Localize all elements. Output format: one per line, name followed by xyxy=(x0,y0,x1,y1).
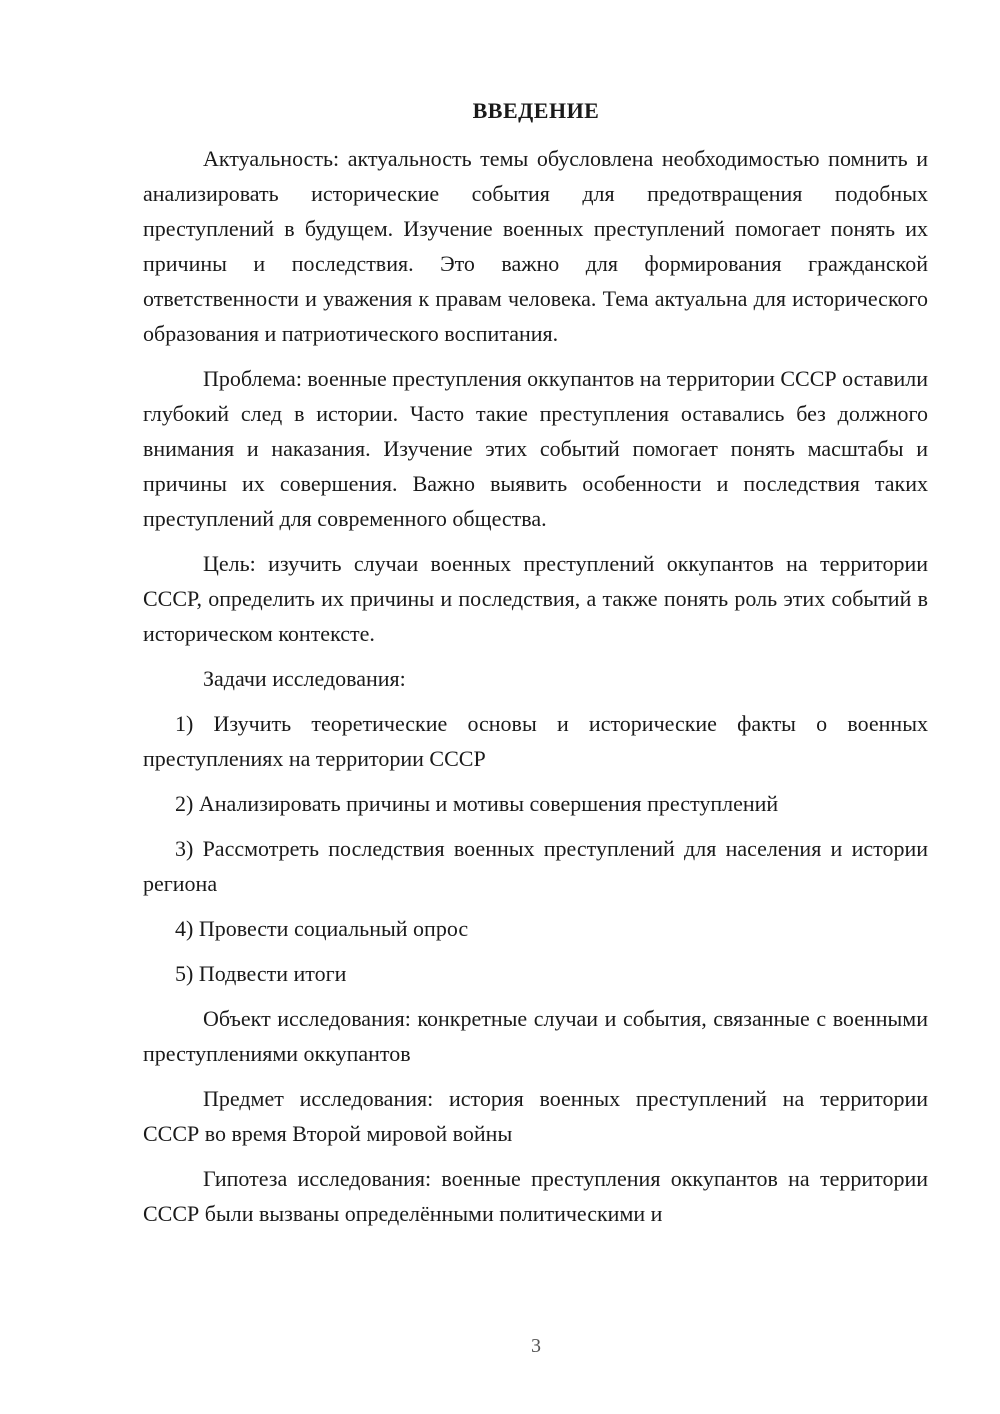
paragraph-hypothesis: Гипотеза исследования: военные преступления оккупантов на территории СССР были вызваны определёнными политическими и xyxy=(143,1166,928,1226)
task-item-1: 1) Изучить теоретические основы и исторические факты о военных преступлениях на территории СССР xyxy=(143,711,928,771)
page-number: 3 xyxy=(531,1335,541,1357)
task-item-2: 2) Анализировать причины и мотивы совершения преступлений xyxy=(175,791,779,816)
task-item-4: 4) Провести социальный опрос xyxy=(175,916,469,941)
task-item-5: 5) Подвести итоги xyxy=(175,961,347,986)
paragraph-tasks-heading: Задачи исследования: xyxy=(203,666,406,691)
document-body xyxy=(143,141,928,1241)
page-title: ВВЕДЕНИЕ xyxy=(472,98,600,123)
paragraph-object: Объект исследования: конкретные случаи и события, связанные с военными преступлениями оккупантов xyxy=(143,1006,928,1066)
paragraph-problem: Проблема: военные преступления оккупантов на территории СССР оставили глубокий след в истории. Часто такие преступления оставались без должного внимания и наказания. Изучение этих событий помогает понять масштабы и причины их совершения. Важно выявить особенности и последствия таких преступлений для современного общества. xyxy=(143,366,928,531)
paragraph-goal: Цель: изучить случаи военных преступлений оккупантов на территории СССР, определить их причины и последствия, а также понять роль этих событий в историческом контексте. xyxy=(143,551,928,646)
paragraph-subject: Предмет исследования: история военных преступлений на территории СССР во время Второй мировой войны xyxy=(143,1086,928,1146)
paragraph-relevance: Актуальность: актуальность темы обусловлена необходимостью помнить и анализировать исторические события для предотвращения подобных преступлений в будущем. Изучение военных преступлений помогает понять их причины и последствия. Это важно для формирования гражданской ответственности и уважения к правам человека. Тема актуальна для исторического образования и патриотического воспитания. xyxy=(143,146,928,346)
task-item-3: 3) Рассмотреть последствия военных преступлений для населения и истории региона xyxy=(143,836,928,896)
